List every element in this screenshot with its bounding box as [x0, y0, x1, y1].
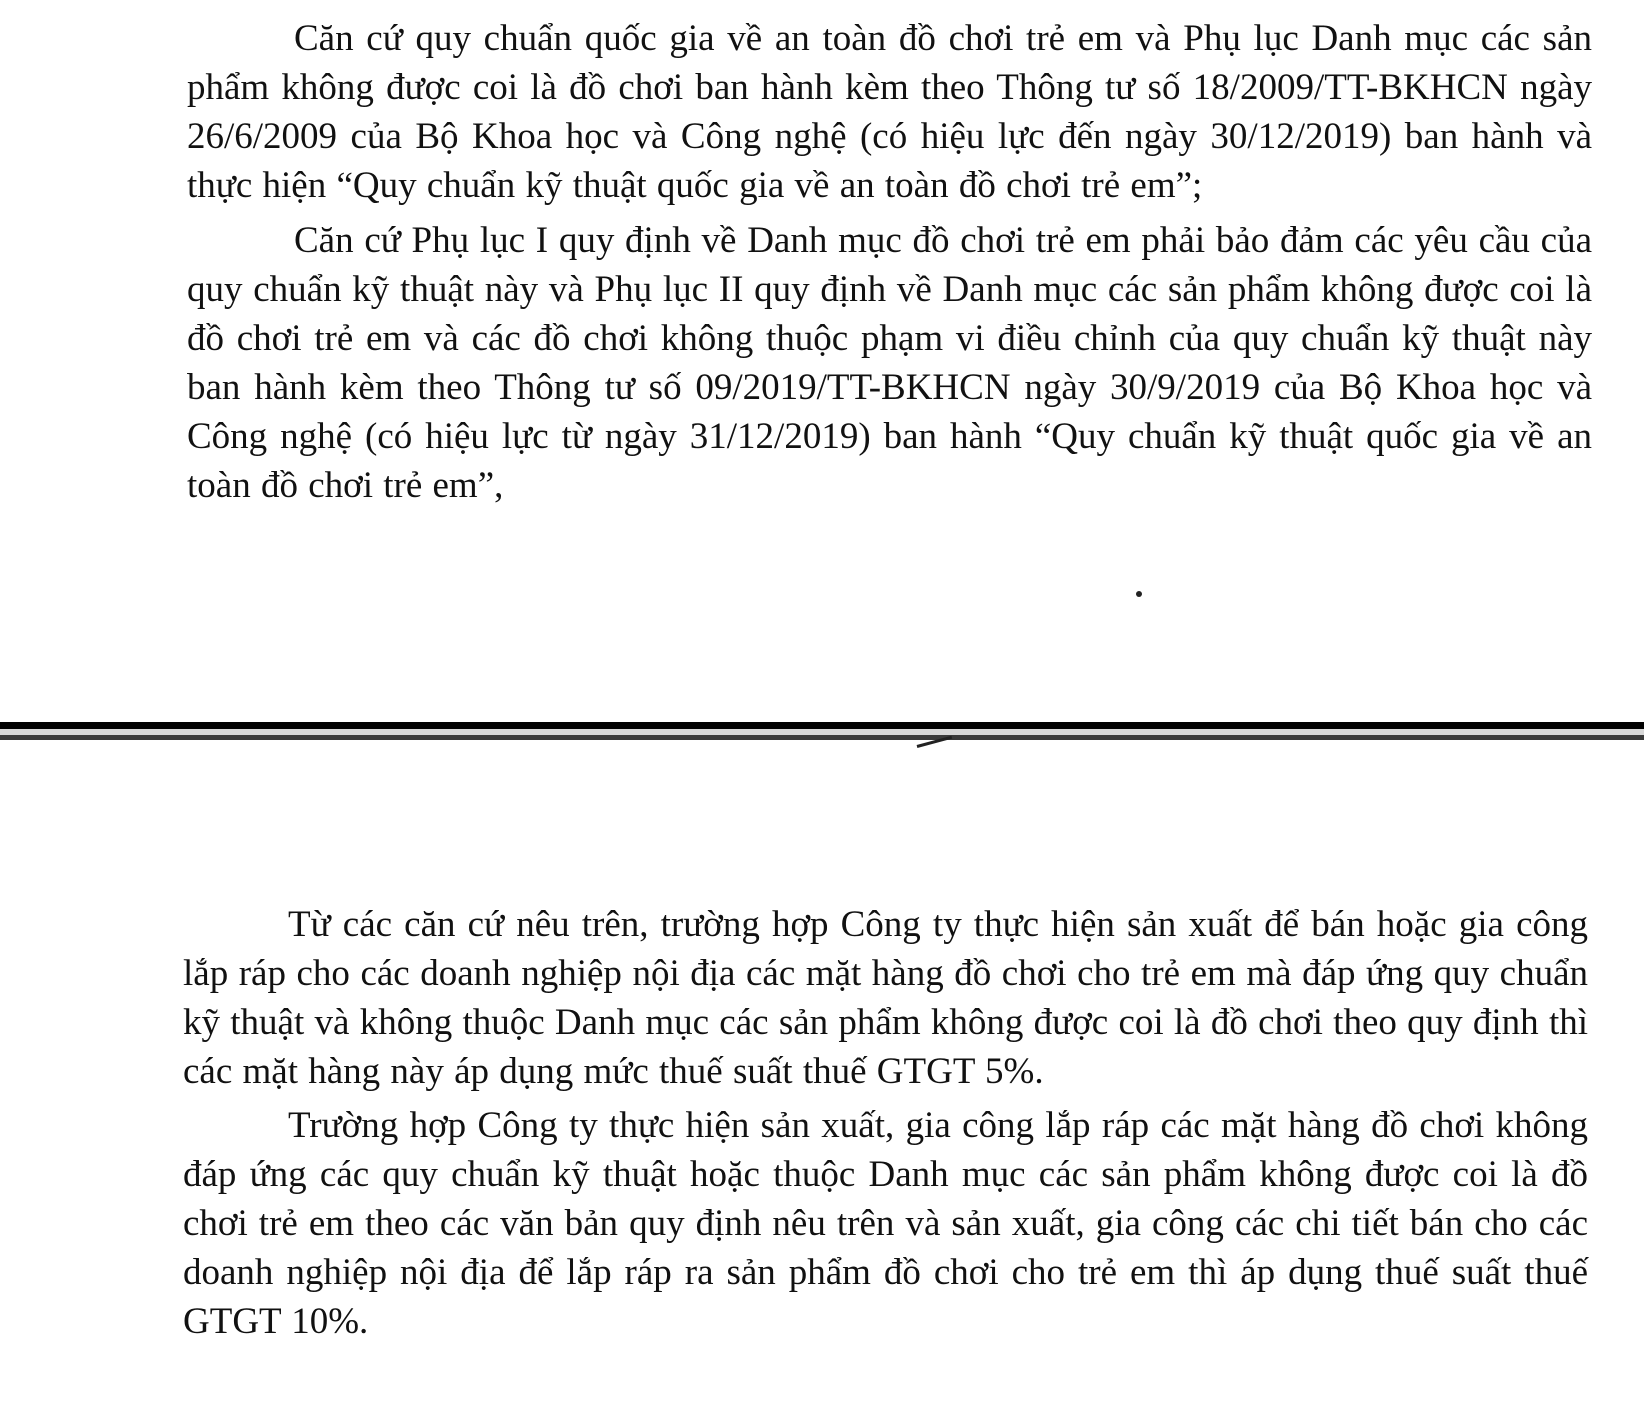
conclusion-paragraph-2: Trường hợp Công ty thực hiện sản xuất, gia công lắp ráp các mặt hàng đồ chơi không đáp ứng các quy chuẩn kỹ thuật hoặc thuộc Danh mục các sản phẩm không được coi là đồ chơi trẻ em theo các văn bản quy định nêu trên và sản xuất, gia công các chi tiết bán cho các doanh nghiệp nội địa để lắp ráp ra sản phẩm đồ chơi cho trẻ em thì áp dụng thuế suất thuế GTGT 10%. [183, 1105, 1588, 1342]
page-break-divider [0, 722, 1644, 747]
scan-dot-mark [1136, 591, 1142, 597]
top-page-section [0, 0, 1644, 700]
page-break-thin-line [0, 735, 1644, 740]
bottom-text-block [183, 900, 1588, 1351]
legal-basis-paragraph-2: Căn cứ Phụ lục I quy định về Danh mục đồ chơi trẻ em phải bảo đảm các yêu cầu của quy chuẩn kỹ thuật này và Phụ lục II quy định về Danh mục các sản phẩm không được coi là đồ chơi trẻ em và các đồ chơi không thuộc phạm vi điều chỉnh của quy chuẩn kỹ thuật này ban hành kèm theo Thông tư số 09/2019/TT-BKHCN ngày 30/9/2019 của Bộ Khoa học và Công nghệ (có hiệu lực từ ngày 31/12/2019) ban hành “Quy chuẩn kỹ thuật quốc gia về an toàn đồ chơi trẻ em”, [187, 220, 1592, 506]
page-break-thick-line [0, 722, 1644, 729]
conclusion-paragraph-1: Từ các căn cứ nêu trên, trường hợp Công ty thực hiện sản xuất để bán hoặc gia công lắp ráp cho các doanh nghiệp nội địa các mặt hàng đồ chơi cho trẻ em mà đáp ứng quy chuẩn kỹ thuật và không thuộc Danh mục các sản phẩm không được coi là đồ chơi theo quy định thì các mặt hàng này áp dụng mức thuế suất thuế GTGT 5%. [183, 904, 1588, 1092]
bottom-page-section [0, 745, 1644, 1419]
legal-basis-paragraph-1: Căn cứ quy chuẩn quốc gia về an toàn đồ chơi trẻ em và Phụ lục Danh mục các sản phẩm không được coi là đồ chơi ban hành kèm theo Thông tư số 18/2009/TT-BKHCN ngày 26/6/2009 của Bộ Khoa học và Công nghệ (có hiệu lực đến ngày 30/12/2019) ban hành và thực hiện “Quy chuẩn kỹ thuật quốc gia về an toàn đồ chơi trẻ em”; [187, 18, 1592, 206]
top-text-block [187, 14, 1592, 516]
